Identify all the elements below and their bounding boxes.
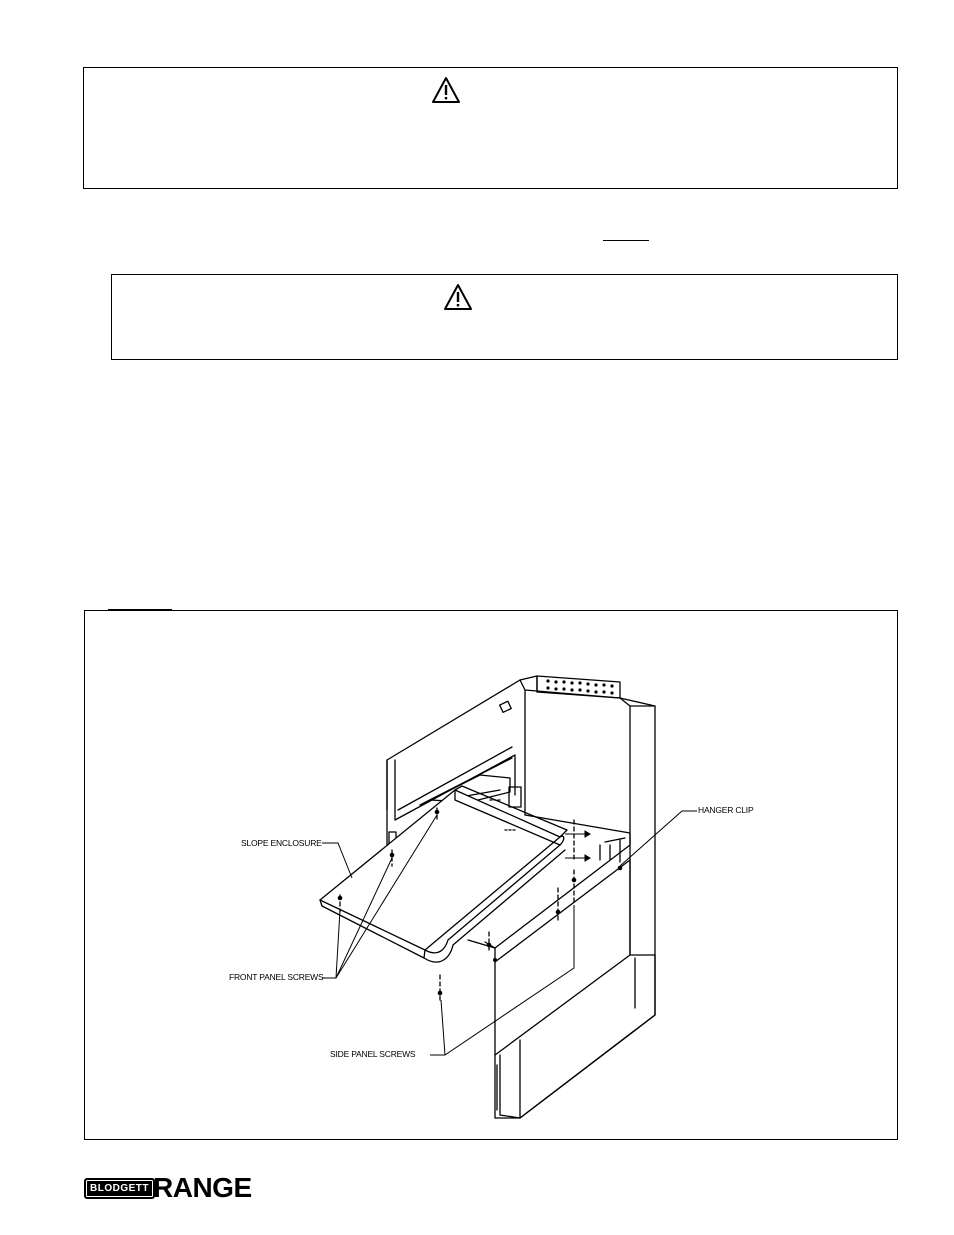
blodgett-range-logo: [84, 1174, 252, 1202]
front-panel-screws-label: FRONT PANEL SCREWS: [229, 972, 324, 982]
hanger-clip-label: HANGER CLIP: [698, 805, 754, 815]
logo-wordmark: RANGE: [153, 1172, 252, 1203]
logo-badge: BLODGETT: [84, 1178, 155, 1199]
side-panel-screws-label: SIDE PANEL SCREWS: [330, 1049, 416, 1059]
slope-enclosure-label: SLOPE ENCLOSURE: [241, 838, 322, 848]
